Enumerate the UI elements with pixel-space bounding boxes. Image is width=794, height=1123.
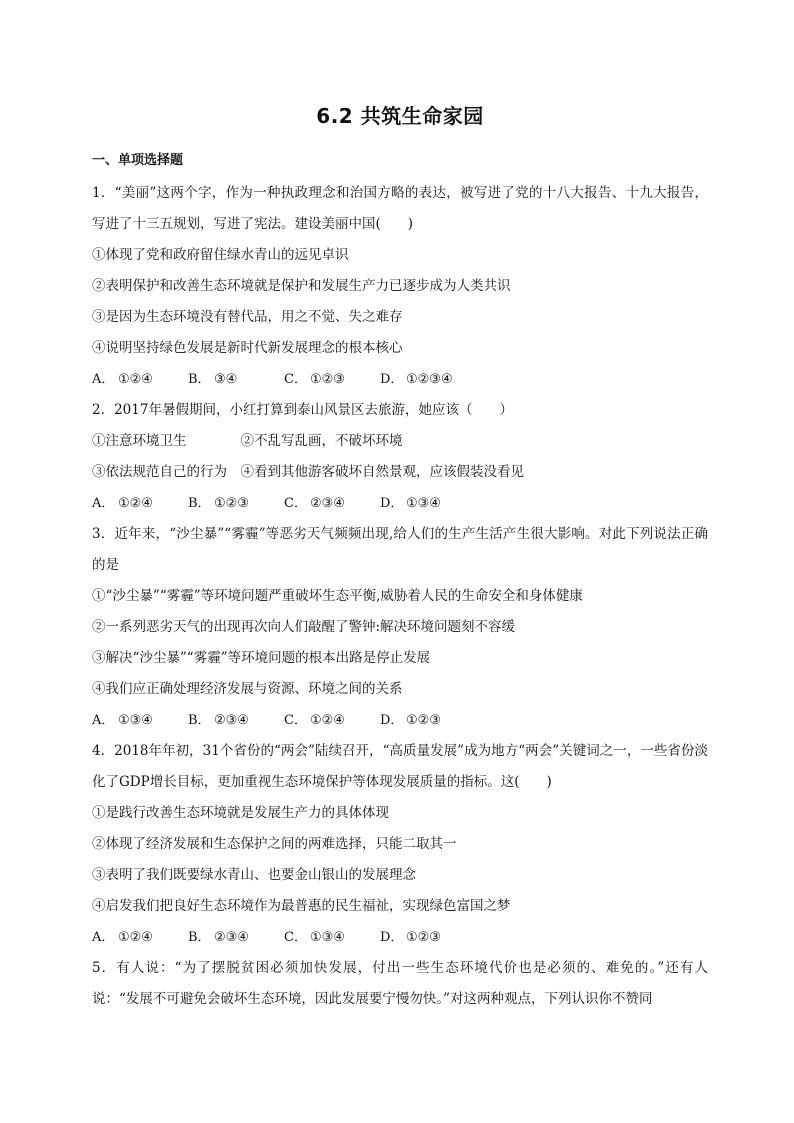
option-text: ①②③ — [406, 930, 441, 945]
option-letter: B． — [188, 713, 211, 728]
answer-option[interactable] — [188, 705, 284, 736]
statement-item: ③是因为生态环境没有替代品，用之不觉、失之难存 — [92, 309, 403, 325]
option-text: ③④ — [214, 372, 238, 387]
option-text: ②③④ — [310, 496, 345, 511]
option-letter: B． — [188, 372, 211, 387]
option-text: ②③④ — [214, 930, 249, 945]
statement-item: ②体现了经济发展和生态保护之间的两难选择，只能二取其一 — [92, 836, 457, 852]
answer-choices — [92, 488, 708, 519]
statement-item: ③依法规范自己的行为 ④看到其他游客破坏自然景观，应该假装没看见 — [92, 464, 524, 480]
option-letter: C． — [284, 496, 307, 511]
option-text: ①②③ — [310, 372, 345, 387]
answer-option[interactable] — [380, 488, 476, 519]
option-letter: B． — [188, 496, 211, 511]
statement-item: ④说明坚持绿色发展是新时代新发展理念的根本核心 — [92, 340, 403, 356]
statement-item: ④我们应正确处理经济发展与资源、环境之间的关系 — [92, 681, 403, 697]
question-2 — [92, 395, 708, 519]
option-text: ①②④ — [118, 496, 153, 511]
question-4 — [92, 736, 708, 953]
answer-choices — [92, 922, 708, 953]
option-letter: C． — [284, 930, 307, 945]
answer-option[interactable] — [92, 705, 188, 736]
answer-option[interactable] — [92, 922, 188, 953]
option-text: ①②③④ — [406, 372, 453, 387]
option-text: ①②④ — [118, 372, 153, 387]
statement-item: ①“沙尘暴”“雾霾”等环境问题严重破坏生态平衡,威胁着人民的生命安全和身体健康 — [92, 588, 583, 604]
statement-item: ①体现了党和政府留住绿水青山的远见卓识 — [92, 247, 349, 263]
statement-item: ②一系列恶劣天气的出现再次向人们敲醒了警钟:解决环境问题刻不容缓 — [92, 619, 516, 635]
option-letter: D． — [380, 930, 404, 945]
answer-option[interactable] — [380, 922, 476, 953]
option-text: ①③④ — [118, 713, 153, 728]
option-letter: A． — [92, 713, 115, 728]
answer-option[interactable] — [380, 364, 476, 395]
answer-option[interactable] — [284, 705, 380, 736]
option-text: ①③④ — [310, 930, 345, 945]
question-list — [92, 178, 708, 1015]
answer-option[interactable] — [188, 488, 284, 519]
statement-item: ②表明保护和改善生态环境就是保护和发展生产力已逐步成为人类共识 — [92, 278, 511, 294]
question-1 — [92, 178, 708, 395]
question-3 — [92, 519, 708, 736]
question-stem: 5．有人说：“为了摆脱贫困必须加快发展，付出一些生态环境代价也是必须的、难免的。”还有人说：“发展不可避免会破坏生态环境，因此发展要宁慢勿快。”对这两种观点，下列认识你不赞同 — [92, 960, 708, 1007]
question-stem: 1．“美丽”这两个字，作为一种执政理念和治国方略的表达，被写进了党的十八大报告、十九大报告，写进了十三五规划，写进了宪法。建设美丽中国( ) — [92, 185, 708, 232]
page-title: 6.2 共筑生命家园 — [316, 104, 484, 128]
statement-item: ④启发我们把良好生态环境作为最普惠的民生福祉，实现绿色富国之梦 — [92, 898, 511, 914]
question-stem: 2．2017年暑假期间，小红打算到泰山风景区去旅游，她应该（ ） — [92, 402, 513, 418]
answer-option[interactable] — [284, 364, 380, 395]
option-letter: C． — [284, 713, 307, 728]
option-letter: A． — [92, 496, 115, 511]
option-letter: C． — [284, 372, 307, 387]
answer-option[interactable] — [188, 364, 284, 395]
answer-option[interactable] — [188, 922, 284, 953]
option-letter: D． — [380, 713, 404, 728]
option-letter: D． — [380, 372, 404, 387]
answer-choices — [92, 705, 708, 736]
option-text: ①②④ — [118, 930, 153, 945]
statement-item: ①是践行改善生态环境就是发展生产力的具体体现 — [92, 805, 389, 821]
statement-item: ③解决“沙尘暴”“雾霾”等环境问题的根本出路是停止发展 — [92, 650, 431, 666]
option-letter: B． — [188, 930, 211, 945]
answer-option[interactable] — [284, 922, 380, 953]
answer-choices — [92, 364, 708, 395]
answer-option[interactable] — [380, 705, 476, 736]
answer-option[interactable] — [92, 488, 188, 519]
section-heading: 一、单项选择题 — [92, 153, 184, 168]
option-text: ①②③ — [214, 496, 249, 511]
answer-option[interactable] — [284, 488, 380, 519]
statement-item: ③表明了我们既要绿水青山、也要金山银山的发展理念 — [92, 867, 416, 883]
option-letter: D． — [380, 496, 404, 511]
option-letter: A． — [92, 930, 115, 945]
answer-option[interactable] — [92, 364, 188, 395]
statement-item: ①注意环境卫生 ②不乱写乱画，不破坏环境 — [92, 433, 403, 449]
option-text: ①②③ — [406, 713, 441, 728]
question-stem: 4．2018年年初，31个省份的“两会”陆续召开，“高质量发展”成为地方“两会”关键词之一，一些省份淡化了GDP增长目标，更加重视生态环境保护等体现发展质量的指标。这( ) — [92, 743, 708, 790]
option-text: ①③④ — [406, 496, 441, 511]
question-5 — [92, 953, 708, 1015]
option-text: ②③④ — [214, 713, 249, 728]
option-letter: A． — [92, 372, 115, 387]
option-text: ①②④ — [310, 713, 345, 728]
question-stem: 3．近年来，“沙尘暴”“雾霾”等恶劣天气频频出现,给人们的生产生活产生很大影响。对此下列说法正确的是 — [92, 526, 708, 573]
